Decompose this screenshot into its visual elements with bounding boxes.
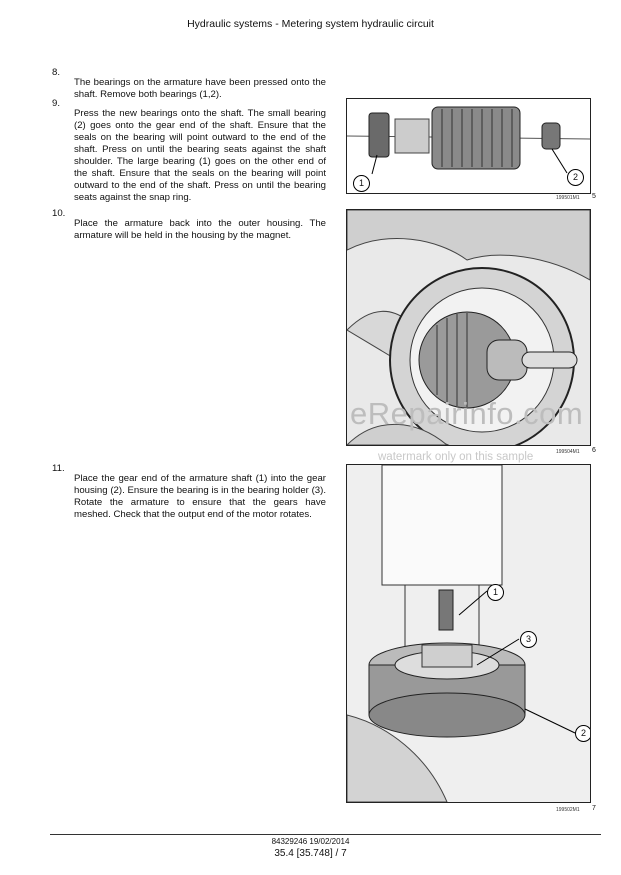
page-header: Hydraulic systems - Metering system hydraulic circuit — [187, 18, 434, 30]
step-10 — [52, 208, 326, 251]
step-number: 11. — [52, 463, 65, 474]
figure-code: 199502M1 — [556, 807, 580, 813]
footer-doc-id: 84329246 19/02/2014 — [271, 837, 350, 846]
figure-gear-housing — [346, 464, 591, 803]
step-number: 8. — [52, 67, 61, 78]
step-text: Place the armature back into the outer housing. The armature will be held in the housing by the magnet. — [74, 217, 326, 241]
figure-number: 7 — [592, 805, 596, 812]
step-11 — [52, 463, 326, 530]
callout-3: 3 — [520, 631, 537, 648]
step-text: Place the gear end of the armature shaft (1) into the gear housing (2). Ensure the bearing is in the bearing holder (3). Rotate the armature to ensure that the gears have meshed. Check that the output end of the motor rotates. — [74, 472, 326, 520]
armature-illustration — [347, 99, 590, 193]
callout-1: 1 — [353, 175, 370, 192]
callout-1: 1 — [487, 584, 504, 601]
step-number: 10. — [52, 208, 66, 219]
footer-rule — [50, 834, 601, 835]
callout-2: 2 — [567, 169, 584, 186]
figure-number: 5 — [592, 193, 596, 200]
figure-number: 6 — [592, 447, 596, 454]
watermark-note: watermark only on this sample — [378, 451, 534, 463]
footer-page-number: 35.4 [35.748] / 7 — [274, 848, 347, 859]
figure-code: 199501M1 — [556, 195, 580, 201]
gear-housing-illustration — [347, 465, 590, 802]
step-text: The bearings on the armature have been pressed onto the shaft. Remove both bearings (1,2). — [74, 76, 326, 100]
step-number: 9. — [52, 98, 61, 109]
figure-code: 199504M1 — [556, 449, 580, 455]
step-9 — [52, 98, 326, 213]
step-text: Press the new bearings onto the shaft. The small bearing (2) goes onto the gear end of the shaft. Ensure that the seals on the bearing will point outward to the end of the shaft. Press on until the bearing seats against the shaft shoulder. The large bearing (1) goes on the other end of the shaft. Ensure that the seals on the bearing will point outward to the end of the shaft. Press on until the bearing seats against the snap ring. — [74, 107, 326, 203]
callout-2: 2 — [575, 725, 591, 742]
watermark-site: eRepairinfo.com — [350, 396, 584, 431]
figure-armature-bearings — [346, 98, 591, 194]
